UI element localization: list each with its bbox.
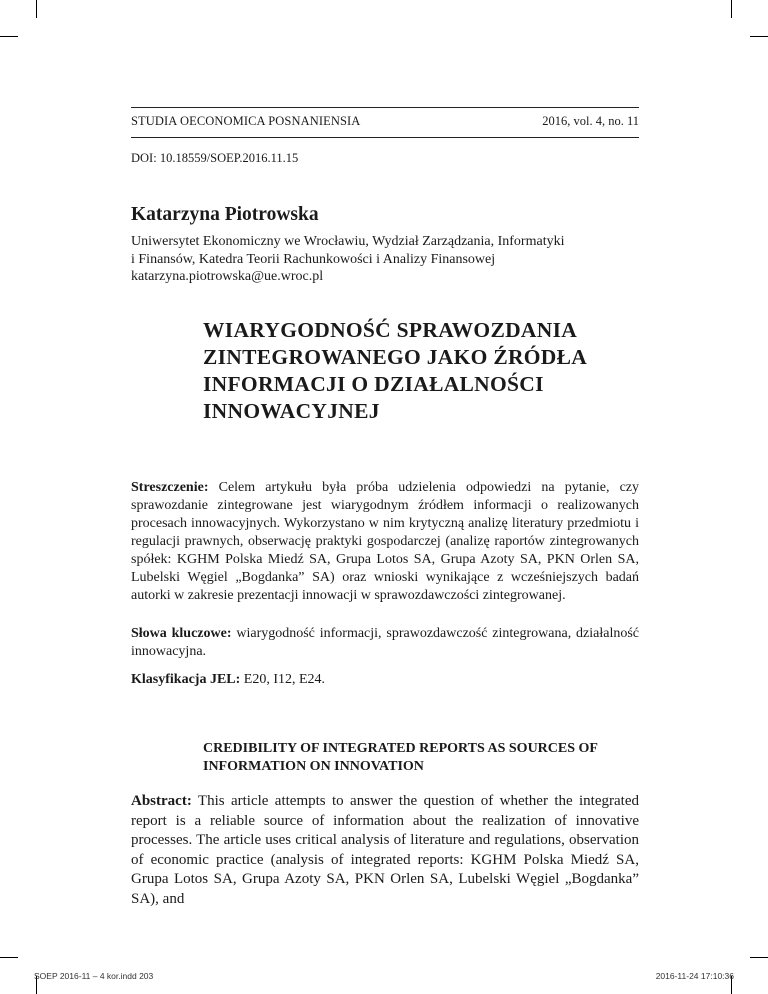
title-line: ZINTEGROWANEGO JAKO ŹRÓDŁA — [203, 345, 588, 369]
author-email: katarzyna.piotrowska@ue.wroc.pl — [131, 269, 324, 284]
title-en-line: INFORMATION ON INNOVATION — [203, 758, 424, 774]
abstract-en-label: Abstract: — [131, 793, 192, 809]
crop-mark — [0, 957, 18, 958]
header-top-rule — [131, 107, 639, 108]
title-line: WIARYGODNOŚĆ SPRAWOZDANIA — [203, 318, 578, 342]
affiliation-line: i Finansów, Katedra Teorii Rachunkowości i Analizy Finansowej — [131, 251, 496, 267]
article-title-pl — [203, 317, 623, 425]
keywords-pl — [131, 625, 639, 661]
journal-name: STUDIA OECONOMICA POSNANIENSIA — [131, 114, 361, 128]
abstract-pl-text: Celem artykułu była próba udzielenia odpowiedzi na pytanie, czy sprawozdanie zintegrowane jest wiarygodnym źródłem informacji o realizowanych procesach innowacyjnych. Wykorzystano w nim krytyczną analizę literatury przedmiotu i regulacji prawnych, obserwację praktyki gospodarczej (analizę raportów zintegrowanych spółek: KGHM Polska Miedź SA, Grupa Lotos SA, Grupa Azoty SA, PKN Orlen SA, Lubelski Węgiel „Bogdanka” SA) oraz wnioski wynikające z wcześniejszych badań autorki w zakresie prezentacji innowacji w sprawozdawczości zintegrowanej. — [131, 480, 639, 603]
keywords-pl-text: wiarygodność informacji, sprawozdawczość zintegrowana, działalność innowacyjna. — [131, 626, 639, 659]
crop-mark — [750, 36, 768, 37]
crop-mark — [36, 0, 37, 18]
jel-classification — [131, 671, 639, 689]
abstract-pl-label: Streszczenie: — [131, 480, 209, 495]
abstract-pl — [131, 479, 639, 605]
abstract-en-text: This article attempts to answer the question of whether the integrated report is a reliable source of information about the realization of innovative processes. The article uses critical analysis of literature and regulations, observation of economic practice (analysis of integrated reports: KGHM Polska Miedź SA, Grupa Lotos SA, Grupa Azoty SA, PKN Orlen SA, Lubelski Węgiel „Bogdanka” SA), and — [131, 793, 639, 907]
title-line: INFORMACJI O DZIAŁALNOŚCI — [203, 372, 544, 396]
author-affiliation — [131, 233, 651, 286]
author-name: Katarzyna Piotrowska — [131, 204, 319, 225]
article-title-en — [203, 740, 633, 775]
affiliation-line: Uniwersytet Ekonomiczny we Wrocławiu, Wydział Zarządzania, Informatyki — [131, 234, 565, 249]
abstract-en — [131, 792, 639, 909]
journal-volume: 2016, vol. 4, no. 11 — [542, 114, 639, 128]
header-bottom-rule — [131, 137, 639, 138]
title-en-line: CREDIBILITY OF INTEGRATED REPORTS AS SOURCES OF — [203, 741, 598, 756]
crop-mark — [750, 957, 768, 958]
crop-mark — [0, 36, 18, 37]
print-file-info: SOEP 2016-11 – 4 kor.indd 203 — [34, 971, 154, 981]
crop-mark — [731, 0, 732, 18]
keywords-pl-label: Słowa kluczowe: — [131, 626, 232, 641]
print-timestamp: 2016-11-24 17:10:36 — [655, 971, 734, 981]
doi: DOI: 10.18559/SOEP.2016.11.15 — [131, 151, 299, 165]
jel-label: Klasyfikacja JEL: — [131, 672, 241, 687]
title-line: INNOWACYJNEJ — [203, 399, 380, 423]
jel-codes: E20, I12, E24. — [240, 672, 326, 687]
